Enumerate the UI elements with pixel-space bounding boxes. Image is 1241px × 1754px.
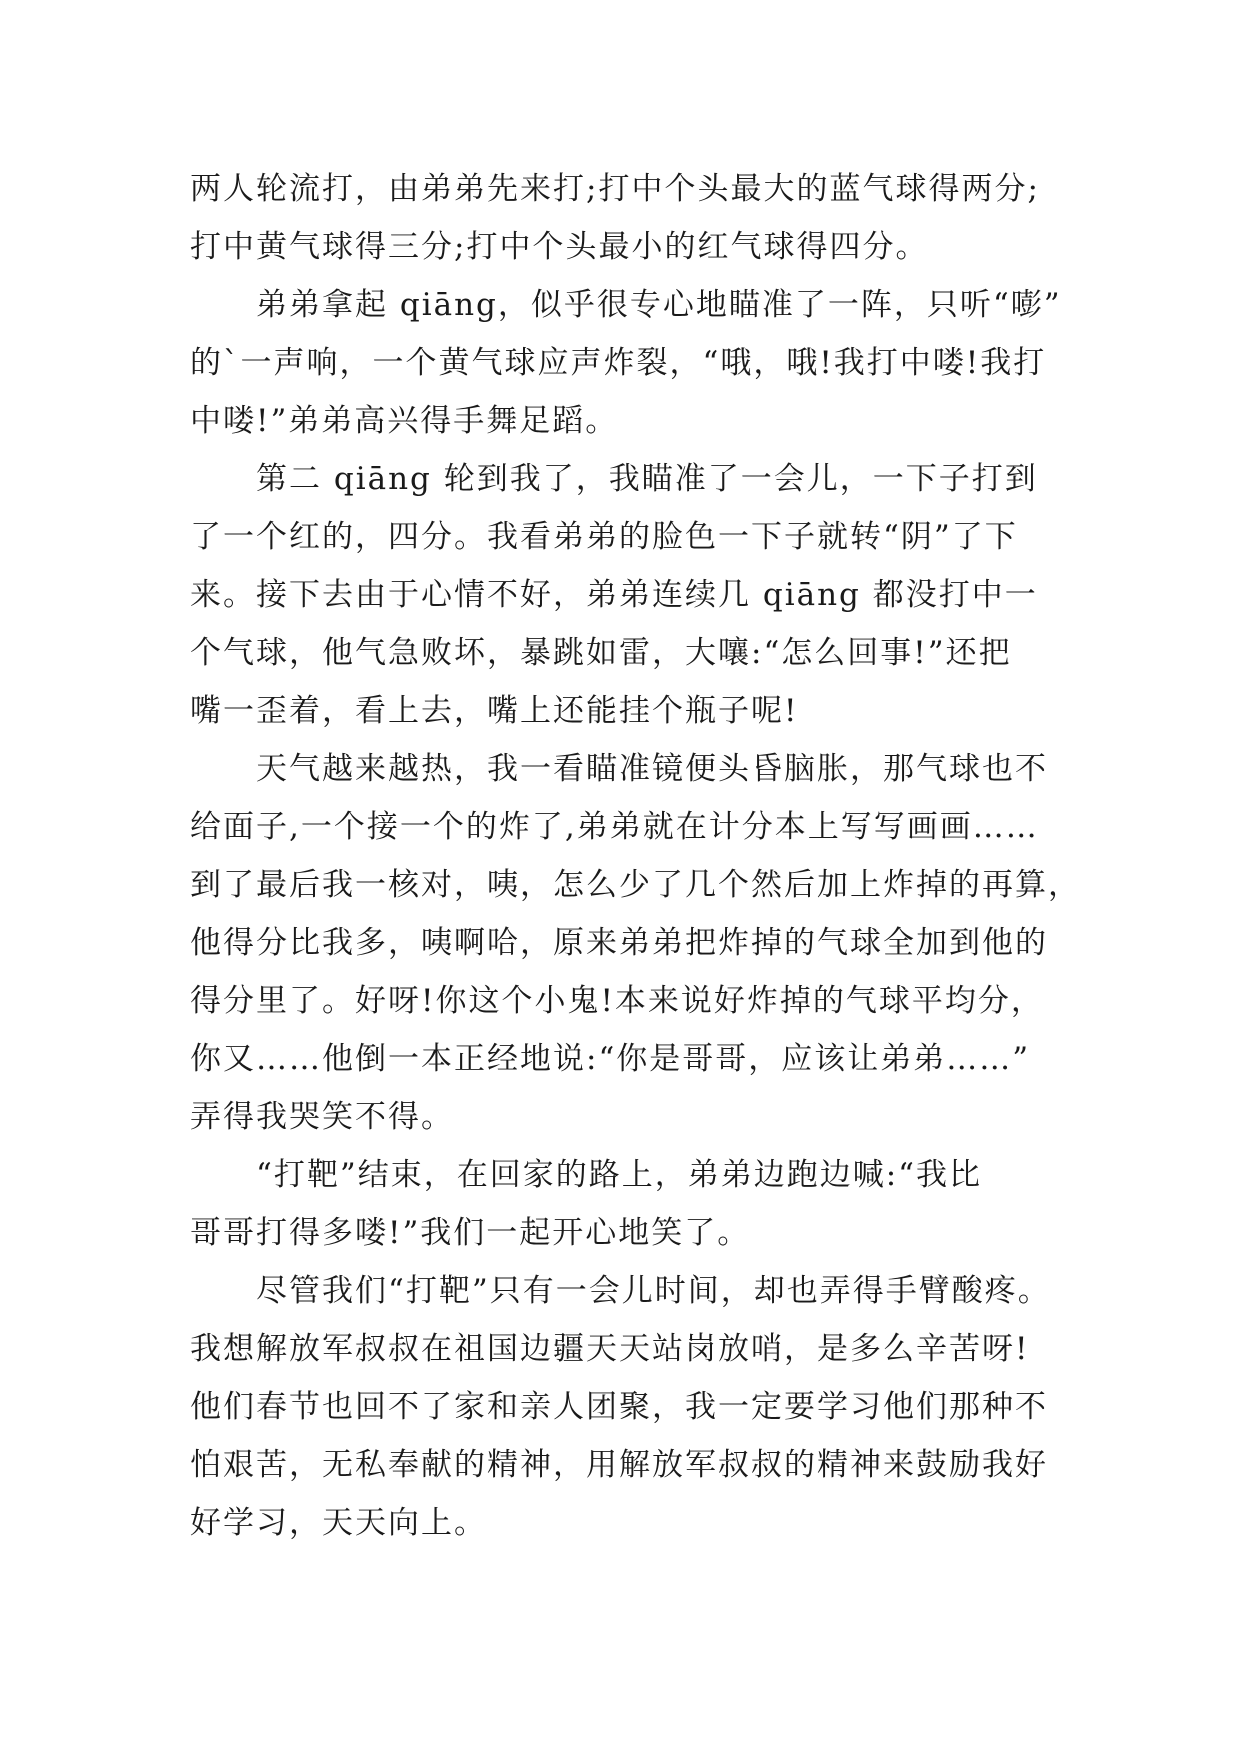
text-line: 的`一声响，一个黄气球应声炸裂，“哦，哦!我打中喽!我打 [190, 345, 1047, 381]
text-line: 弄得我哭笑不得。 [190, 1099, 454, 1135]
text-line: 弟弟拿起 qiāng，似乎很专心地瞄准了一阵，只听“嘭” [190, 287, 1062, 323]
text-line: 个气球，他气急败坏，暴跳如雷，大嚷:“怎么回事!”还把 [190, 635, 1012, 671]
text-line: 来。接下去由于心情不好，弟弟连续几 qiāng 都没打中一 [190, 577, 1038, 613]
text-line: 怕艰苦，无私奉献的精神，用解放军叔叔的精神来鼓励我好 [190, 1447, 1048, 1483]
text-line: 哥哥打得多喽!”我们一起开心地笑了。 [190, 1215, 751, 1251]
text-line: 第二 qiāng 轮到我了，我瞄准了一会儿，一下子打到 [190, 461, 1038, 497]
text-line: 天气越来越热，我一看瞄准镜便头昏脑胀，那气球也不 [190, 751, 1048, 787]
text-line: 嘴一歪着，看上去，嘴上还能挂个瓶子呢! [190, 693, 799, 729]
text-line: 尽管我们“打靶”只有一会儿时间，却也弄得手臂酸疼。 [190, 1273, 1051, 1309]
text-line: 了一个红的，四分。我看弟弟的脸色一下子就转“阴”了下 [190, 519, 1018, 555]
text-line: 打中黄气球得三分;打中个头最小的红气球得四分。 [190, 229, 929, 265]
text-line: 得分里了。好呀!你这个小鬼!本来说好炸掉的气球平均分， [190, 983, 1044, 1019]
text-line: 他们春节也回不了家和亲人团聚，我一定要学习他们那种不 [190, 1389, 1048, 1425]
text-line: “打靶”结束，在回家的路上，弟弟边跑边喊:“我比 [190, 1157, 982, 1193]
text-line: 给面子,一个接一个的炸了,弟弟就在计分本上写写画画…… [190, 809, 1039, 845]
document-body [190, 160, 1081, 1552]
text-line: 到了最后我一核对，咦，怎么少了几个然后加上炸掉的再算， [190, 867, 1081, 903]
text-line: 中喽!”弟弟高兴得手舞足蹈。 [190, 403, 619, 439]
text-line: 他得分比我多，咦啊哈，原来弟弟把炸掉的气球全加到他的 [190, 925, 1048, 961]
text-line: 我想解放军叔叔在祖国边疆天天站岗放哨，是多么辛苦呀! [190, 1331, 1030, 1367]
text-line: 两人轮流打，由弟弟先来打;打中个头最大的蓝气球得两分; [190, 171, 1040, 207]
text-line: 好学习，天天向上。 [190, 1505, 487, 1541]
text-line: 你又……他倒一本正经地说:“你是哥哥，应该让弟弟……” [190, 1041, 1031, 1077]
